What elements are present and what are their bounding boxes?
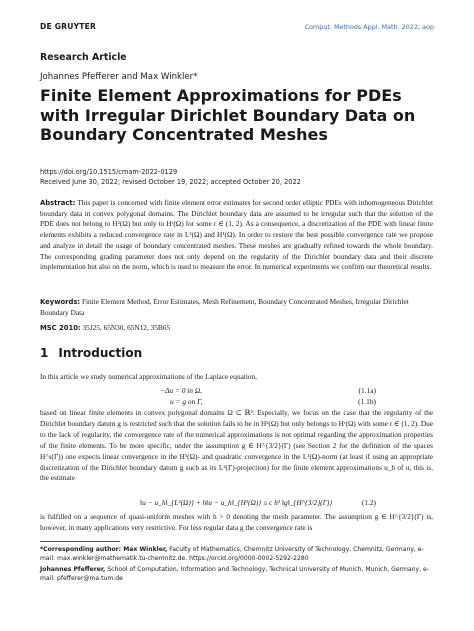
abstract-text: This paper is concerned with finite element error estimates for second order elliptic PDEs with inhomogeneous Dirichlet boundary data in convex polygonal domains. The Dirichlet boundary data are assumed to be irregular such that the solution of the PDE does not belong to H²(Ω) but only to Hʳ(Ω) for some r ∈ (1, 2). As a consequence, a discretization of the PDE with linear finite elements exhibits a reduced convergence rate in L²(Ω) and H¹(Ω). In order to restore the best possible convergence rate we propose and analyze in detail the usage of boundary concentrated meshes. These meshes are gradually refined towards the whole boundary. The corresponding grading parameter does not only depend on the regularity of the Dirichlet boundary data and their discrete implementation but also on the norm, which is used to measure the error. In numerical experiments we confirm our theoretical results. <box>40 198 433 272</box>
article-dates: Received June 30, 2022; revised October 19, 2022; accepted October 20, 2022 <box>40 178 301 186</box>
footnote-2-label: Johannes Pfefferer, <box>40 566 106 573</box>
article-authors: Johannes Pfefferer and Max Winkler* <box>40 72 198 82</box>
msc-label: MSC 2010: <box>40 324 81 332</box>
doi-link[interactable]: https://doi.org/10.1515/cmam-2022-0129 <box>40 168 178 176</box>
footnote-2-text: School of Computation, Information and Technology, Technical University of Munich, Munich, Germany, e-mail: pfefferer@ma.tum.de <box>40 566 429 583</box>
keywords-paragraph <box>40 297 433 318</box>
article-type: Research Article <box>40 52 127 63</box>
footnote-1-text: Faculty of Mathematics, Chemnitz University of Technology, Chemnitz, Germany, e-mail: max.winkler@mathematik.tu-chemnitz.de. https://orcid.org/0000-0002-5292-2280 <box>40 546 424 563</box>
equation-number-1-1a: (1.1a) <box>358 386 376 395</box>
equation-number-1-2: (1.2) <box>361 498 376 507</box>
equation-1-2: ‖u − u_h‖_{L²(Ω)} + h‖u − u_h‖_{H¹(Ω)} ≤ c h² ‖g‖_{H^{3/2}(Γ)} <box>140 498 333 507</box>
keywords-label: Keywords: <box>40 298 81 306</box>
body-paragraph-1: In this article we study numerical approximations of the Laplace equation, <box>40 372 258 381</box>
keywords-text: Finite Element Method, Error Estimates, Mesh Refinement, Boundary Concentrated Meshes, Irregular Dirichlet Boundary Data <box>40 297 409 317</box>
publisher-name: DE GRUYTER <box>40 22 97 31</box>
body-paragraph-3: is fulfilled on a sequence of quasi-uniform meshes with h > 0 denoting the mesh parameter. The assumption g ∈ H^{3/2}(Γ) is, however, in many applications very restrictive. For less regular data g the convergence rate is <box>40 512 433 532</box>
msc-paragraph <box>40 323 170 332</box>
msc-text: 35J25, 65N30, 65N12, 35B65 <box>82 323 171 332</box>
body-paragraph-2: based on linear finite elements in convex polygonal domains Ω ⊂ ℝ². Especially, we focus on the case that the regularity of the Dirichlet boundary datum g is restricted such that the solution fails to be in H²(Ω) but only belongs to Hʳ(Ω) with some r ∈ (1, 2). Due to the lack of regularity, the convergence rate of the numerical approximations is not optimal regarding the approximation properties of the finite elements. To be more specific, under the assumption g ∈ H^{3/2}(Γ) (see Section 2 for the definition of the spaces H^s(Γ)) one expects linear convergence in the H¹(Ω)- and quadratic convergence in the L²(Ω)-norm (at least if using an appropriate discretization of the Dirichlet boundary datum g such as its L²(Γ)-projection) for the finite element approximations u_h of u, this is, the estimate <box>40 408 433 483</box>
section-heading <box>40 346 142 360</box>
section-title: Introduction <box>58 346 143 360</box>
footnote-1-label: *Corresponding author: Max Winkler, <box>40 546 168 553</box>
abstract-label: Abstract: <box>40 199 76 207</box>
footnote-coauthor <box>40 565 433 583</box>
equation-1-1b: u = g on Γ, <box>170 397 203 406</box>
section-number: 1 <box>40 346 49 360</box>
journal-citation: Comput. Methods Appl. Math. 2022; aop <box>304 23 434 31</box>
footnote-divider <box>40 541 120 542</box>
equation-number-1-1b: (1.1b) <box>358 397 376 406</box>
equation-1-1a: −Δu = 0 in Ω, <box>160 386 203 395</box>
abstract-paragraph <box>40 198 433 273</box>
article-title: Finite Element Approximations for PDEs with Irregular Dirichlet Boundary Data on Boundary Concentrated Meshes <box>40 86 416 144</box>
footnote-corresponding-author <box>40 545 433 563</box>
